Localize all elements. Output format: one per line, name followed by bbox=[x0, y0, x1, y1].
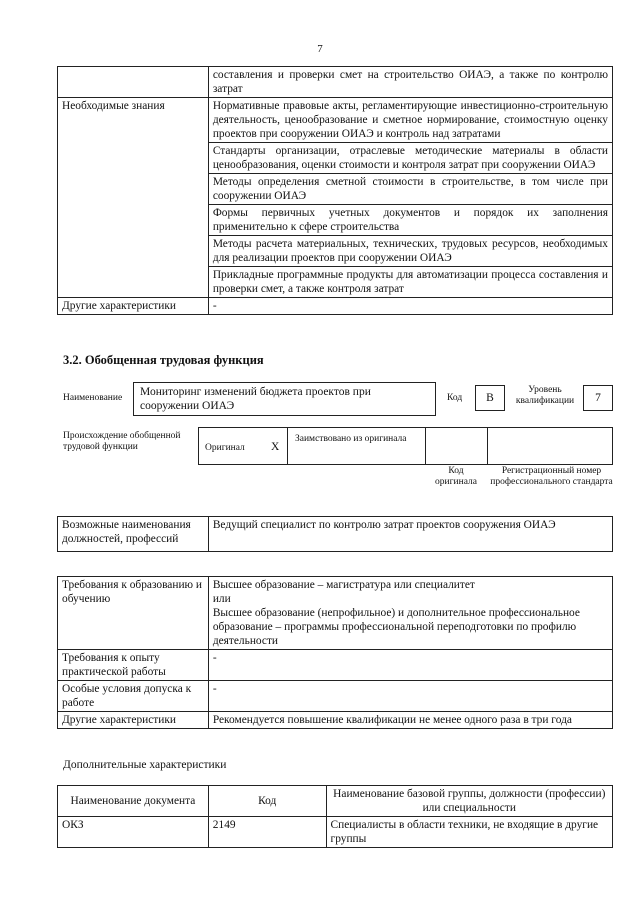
row-value: составления и проверки смет на строительство ОИАЭ, а также по контролю затрат bbox=[208, 67, 612, 98]
table-row bbox=[58, 67, 613, 98]
knowledge-table bbox=[57, 66, 613, 315]
header-name: Наименование базовой группы, должности (профессии) или специальности bbox=[326, 786, 612, 817]
table-header-row bbox=[58, 786, 613, 817]
row-label bbox=[58, 67, 209, 98]
reg-caption: Регистрационный номер профессионального стандарта bbox=[490, 466, 613, 487]
cell-code: 2149 bbox=[208, 817, 326, 848]
origin-label: Происхождение обобщенной трудовой функции bbox=[63, 431, 181, 452]
function-name-value: Мониторинг изменений бюджета проектов при сооружении ОИАЭ bbox=[140, 386, 371, 412]
borrowed-label: Заимствовано из оригинала bbox=[295, 434, 407, 444]
code-label: Код bbox=[447, 393, 463, 403]
original-mark: Х bbox=[271, 441, 280, 453]
positions-table bbox=[57, 516, 613, 552]
knowledge-item: Методы расчета материальных, технических, трудовых ресурсов, необходимых для реализации проектов при сооружении ОИАЭ bbox=[208, 236, 612, 267]
divider bbox=[425, 428, 426, 464]
positions-value: Ведущий специалист по контролю затрат проектов сооружения ОИАЭ bbox=[208, 517, 612, 552]
level-value-box bbox=[583, 385, 613, 411]
additional-title: Дополнительные характеристики bbox=[63, 759, 227, 771]
requirement-line: Высшее образование – магистратура или специалитет bbox=[212, 579, 475, 591]
requirement-line: или bbox=[212, 593, 231, 605]
origin-table bbox=[198, 427, 613, 465]
table-row bbox=[58, 712, 613, 729]
function-name-box bbox=[133, 382, 436, 416]
knowledge-item: Прикладные программные продукты для автоматизации процесса составления и проверки смет, а также контроля затрат bbox=[208, 267, 612, 298]
header-code: Код bbox=[208, 786, 326, 817]
table-row bbox=[58, 98, 613, 143]
row-label-knowledge: Необходимые знания bbox=[58, 98, 209, 298]
table-row bbox=[58, 817, 613, 848]
knowledge-item: Нормативные правовые акты, регламентирующие инвестиционно-строительную деятельность, ценообразование и сметное нормирование, стоимостную оценку проектов при сооружении ОИАЭ и контроль над затратами bbox=[208, 98, 612, 143]
row-label-other: Другие характеристики bbox=[58, 298, 209, 315]
requirement-value: Рекомендуется повышение квалификации не менее одного раза в три года bbox=[208, 712, 612, 729]
original-label: Оригинал bbox=[205, 443, 245, 453]
page-number: 7 bbox=[317, 43, 323, 55]
row-value: - bbox=[208, 298, 612, 315]
requirement-value bbox=[208, 577, 612, 650]
table-row bbox=[58, 681, 613, 712]
cell-name: Специалисты в области техники, не входящие в другие группы bbox=[326, 817, 612, 848]
requirement-value: - bbox=[208, 650, 612, 681]
knowledge-item: Методы определения сметной стоимости в строительстве, в том числе при сооружении ОИАЭ bbox=[208, 174, 612, 205]
level-label: Уровень квалификации bbox=[515, 385, 575, 406]
knowledge-item: Формы первичных учетных документов и порядок их заполнения применительно к сфере строительства bbox=[208, 205, 612, 236]
knowledge-item: Стандарты организации, отраслевые методические материалы в области ценообразования, оценки стоимости и контроля затрат при сооружении ОИАЭ bbox=[208, 143, 612, 174]
requirements-table bbox=[57, 576, 613, 729]
table-row bbox=[58, 650, 613, 681]
name-label: Наименование bbox=[63, 393, 123, 403]
code-value: В bbox=[486, 392, 494, 404]
level-value: 7 bbox=[595, 392, 601, 404]
requirement-label: Другие характеристики bbox=[58, 712, 209, 729]
positions-label: Возможные наименования должностей, профессий bbox=[58, 517, 209, 552]
divider bbox=[487, 428, 488, 464]
header-document: Наименование документа bbox=[58, 786, 209, 817]
code-value-box bbox=[475, 385, 505, 411]
code-caption: Код оригинала bbox=[435, 466, 477, 487]
requirement-label: Требования к образованию и обучению bbox=[58, 577, 209, 650]
section-heading: 3.2. Обобщенная трудовая функция bbox=[63, 353, 264, 367]
requirement-line: Высшее образование (непрофильное) и дополнительное профессиональное образование – программы профессиональной переподготовки по профилю деятельности bbox=[212, 607, 580, 647]
requirement-value: - bbox=[208, 681, 612, 712]
additional-table bbox=[57, 785, 613, 848]
table-row bbox=[58, 298, 613, 315]
cell-document: ОКЗ bbox=[58, 817, 209, 848]
divider bbox=[287, 428, 288, 464]
requirement-label: Требования к опыту практической работы bbox=[58, 650, 209, 681]
table-row bbox=[58, 577, 613, 650]
table-row bbox=[58, 517, 613, 552]
requirement-label: Особые условия допуска к работе bbox=[58, 681, 209, 712]
